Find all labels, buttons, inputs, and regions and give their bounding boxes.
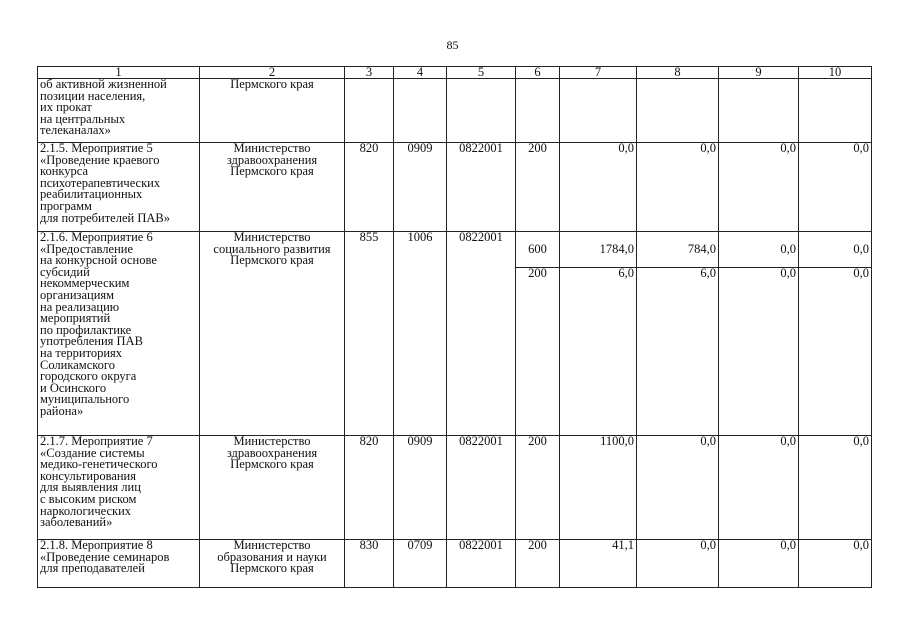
table-row: [38, 540, 872, 588]
amount-cell: 0,0: [799, 540, 872, 588]
amount-value: 0,0: [780, 241, 796, 256]
amount-cell: [799, 79, 872, 143]
column-header: 4: [394, 67, 447, 79]
amount-cell: [637, 232, 719, 436]
table-header-row: [38, 67, 872, 79]
amount-cell: 1100,0: [560, 436, 637, 540]
kvr-cell: 200: [516, 143, 560, 232]
amount-cell: [719, 232, 799, 436]
amount-cell: 0,0: [719, 143, 799, 232]
csr-cell: 0822001: [447, 436, 516, 540]
amount-value: 6,0: [560, 267, 636, 280]
amount-value: 0,0: [853, 241, 869, 256]
column-header: 5: [447, 67, 516, 79]
kvr-cell: 200: [516, 436, 560, 540]
organization-cell: Министерство социального развития Пермского края: [200, 232, 345, 436]
table-row: [38, 232, 872, 436]
table-row: [38, 143, 872, 232]
amount-cell: 0,0: [719, 540, 799, 588]
measure-name-cell: 2.1.6. Мероприятие 6 «Предоставление на конкурсной основе субсидий некоммерческим организациям на реализацию мероприятий по профилактике употребления ПАВ на территориях Соликамского городского округа и Осинского муниципального района»: [38, 232, 200, 436]
amount-cell: 0,0: [719, 436, 799, 540]
amount-cell: 0,0: [637, 436, 719, 540]
amount-cell: [560, 79, 637, 143]
organization-cell: Пермского края: [200, 79, 345, 143]
amount-value: 0,0: [719, 267, 798, 280]
table-row: [38, 436, 872, 540]
organization-cell: Министерство здравоохранения Пермского края: [200, 143, 345, 232]
amount-value: 6,0: [637, 267, 718, 280]
csr-cell: [447, 79, 516, 143]
column-header: 1: [38, 67, 200, 79]
kvsr-cell: 855: [345, 232, 394, 436]
amount-cell: 41,1: [560, 540, 637, 588]
amount-cell: 0,0: [637, 540, 719, 588]
amount-cell: [799, 232, 872, 436]
amount-value: 0,0: [799, 267, 871, 280]
csr-cell: 0822001: [447, 232, 516, 436]
page-number: 85: [446, 38, 459, 52]
amount-value: 784,0: [687, 241, 716, 256]
organization-cell: Министерство образования и науки Пермского края: [200, 540, 345, 588]
amount-cell: 0,0: [637, 143, 719, 232]
kvr-value: 200: [516, 267, 559, 280]
csr-cell: 0822001: [447, 540, 516, 588]
amount-cell: 0,0: [560, 143, 637, 232]
kvr-value: 600: [528, 241, 547, 256]
measure-name-cell: об активной жизненной позиции населения, их прокат на центральных телеканалах»: [38, 79, 200, 143]
kvsr-cell: 820: [345, 436, 394, 540]
csr-cell: 0822001: [447, 143, 516, 232]
rzpr-cell: [394, 79, 447, 143]
amount-cell: [719, 79, 799, 143]
kvsr-cell: 820: [345, 143, 394, 232]
column-header: 7: [560, 67, 637, 79]
budget-table: [37, 66, 872, 588]
measure-name-cell: 2.1.8. Мероприятие 8 «Проведение семинаров для преподавателей: [38, 540, 200, 588]
kvr-cell: [516, 79, 560, 143]
kvr-cell: 200: [516, 540, 560, 588]
column-header: 9: [719, 67, 799, 79]
kvsr-cell: 830: [345, 540, 394, 588]
amount-cell: [560, 232, 637, 436]
organization-cell: Министерство здравоохранения Пермского края: [200, 436, 345, 540]
column-header: 8: [637, 67, 719, 79]
column-header: 6: [516, 67, 560, 79]
rzpr-cell: 0909: [394, 143, 447, 232]
kvsr-cell: [345, 79, 394, 143]
amount-value: 1784,0: [599, 241, 634, 256]
amount-cell: [637, 79, 719, 143]
column-header: 10: [799, 67, 872, 79]
amount-cell: 0,0: [799, 143, 872, 232]
measure-name-cell: 2.1.7. Мероприятие 7 «Создание системы медико-генетического консультирования для выявления лиц с высоким риском наркологических заболеваний»: [38, 436, 200, 540]
column-header: 3: [345, 67, 394, 79]
amount-cell: 0,0: [799, 436, 872, 540]
rzpr-cell: 1006: [394, 232, 447, 436]
table-row: [38, 79, 872, 143]
measure-name-cell: 2.1.5. Мероприятие 5 «Проведение краевого конкурса психотерапевтических реабилитационных программ для потребителей ПАВ»: [38, 143, 200, 232]
rzpr-cell: 0909: [394, 436, 447, 540]
rzpr-cell: 0709: [394, 540, 447, 588]
kvr-cell: [516, 232, 560, 436]
column-header: 2: [200, 67, 345, 79]
